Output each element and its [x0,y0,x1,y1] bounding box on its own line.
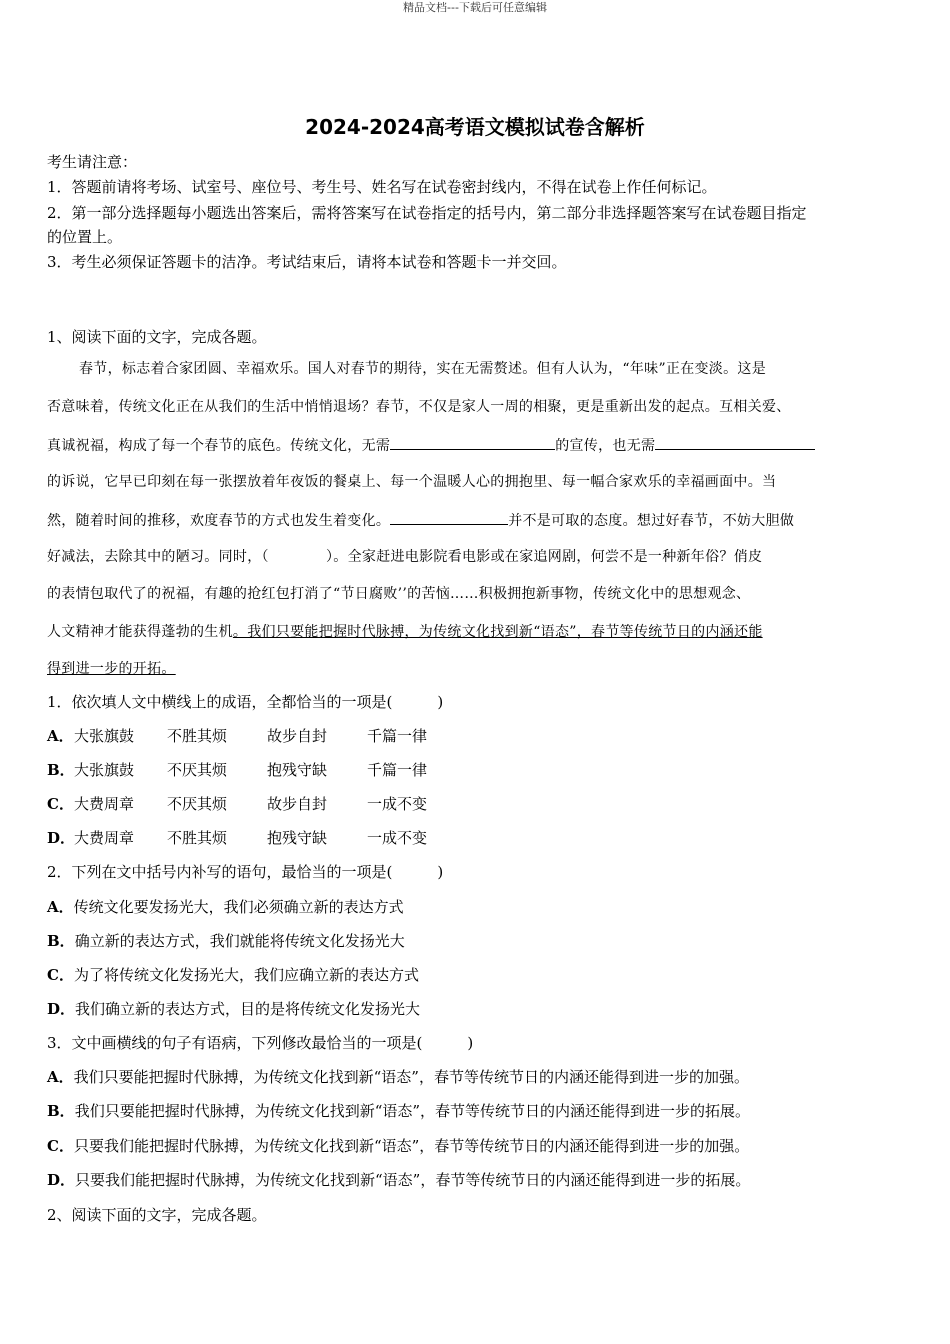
option-row [47,794,427,814]
option-key: C． [47,795,74,813]
option-key: D． [47,1171,76,1189]
option-row [47,999,420,1019]
option-text: 我们只要能把握时代脉搏，为传统文化找到新“语态”，春节等传统节日的内涵还能得到进一步的加强。 [73,1068,749,1086]
option-word: 大费周章 [74,829,135,847]
passage-text: 的宣传，也无需 [555,438,656,454]
option-row [47,1067,749,1087]
option-text: 只要我们能把握时代脉搏，为传统文化找到新“语态”，春节等传统节日的内涵还能得到进一步的拓展。 [75,1171,751,1189]
option-key: C． [47,1137,74,1155]
option-row [47,828,427,848]
passage-line [47,435,815,456]
option-row [47,931,405,951]
option-word: 一成不变 [367,795,428,813]
option-row [47,726,427,746]
answer-blank [655,435,815,450]
answer-blank [390,435,555,450]
option-key: A． [47,727,74,745]
option-word: 大张旗鼓 [74,761,135,779]
option-word: 不胜其烦 [167,829,228,847]
passage-line [47,622,763,642]
passage-line: 好减法，去除其中的陋习。同时，（ ）。全家赶进电影院看电影或在家追网剧，何尝不是一种新年俗？俏皮 [47,549,763,565]
option-key: B． [47,1102,75,1120]
notice-item: 2．第一部分选择题每小题选出答案后，需将答案写在试卷指定的括号内，第二部分非选择题答案写在试卷题目指定 [47,204,807,222]
option-row [47,1136,749,1156]
passage-line: 春节，标志着合家团圆、幸福欢乐。国人对春节的期待，实在无需赘述。但有人认为，“年味”正在变淡。这是 [79,361,767,377]
passage-text: 然，随着时间的推移，欢度春节的方式也发生着变化。 [47,513,391,529]
option-text: 我们只要能把握时代脉搏，为传统文化找到新“语态”，春节等传统节日的内涵还能得到进一步的拓展。 [74,1102,751,1120]
answer-blank [390,510,508,525]
notice-item: 1．答题前请将考场、试室号、座位号、考生号、姓名写在试卷密封线内，不得在试卷上作任何标记。 [47,178,717,196]
notice-heading: 考生请注意： [47,153,138,171]
passage-text: 人文精神才能获得蓬勃的生机 [47,624,233,640]
option-key: D． [47,1000,76,1018]
option-word: 抱残守缺 [267,829,328,847]
question-stem: 1．依次填人文中横线上的成语，全都恰当的一项是( ) [47,693,444,711]
option-text: 为了将传统文化发扬光大，我们应确立新的表达方式 [73,966,419,984]
option-word: 不胜其烦 [167,727,228,745]
option-row [47,965,419,985]
passage-line: 否意味着，传统文化正在从我们的生活中悄悄退场？春节，不仅是家人一周的相聚，更是重新出发的起点。互相关爱、 [47,399,791,415]
underlined-sentence: 。我们只要能把握时代脉搏，为传统文化找到新“语态”，春节等传统节日的内涵还能 [232,624,763,640]
option-text: 确立新的表达方式，我们就能将传统文化发扬光大 [74,932,405,950]
question-stem: 2．下列在文中括号内补写的语句，最恰当的一项是( ) [47,863,444,881]
section-heading: 1、阅读下面的文字，完成各题。 [47,328,267,346]
option-word: 故步自封 [267,727,328,745]
option-text: 我们确立新的表达方式，目的是将传统文化发扬光大 [75,1000,421,1018]
option-word: 故步自封 [267,795,328,813]
option-word: 大张旗鼓 [74,727,135,745]
option-text: 只要我们能把握时代脉搏，为传统文化找到新“语态”，春节等传统节日的内涵还能得到进一步的加强。 [73,1137,750,1155]
passage-text: 并不是可取的态度。想过好春节，不妨大胆做 [508,513,795,529]
notice-item: 3．考生必须保证答题卡的洁净。考试结束后，请将本试卷和答题卡一并交回。 [47,253,567,271]
passage-line: 的诉说，它早已印刻在每一张摆放着年夜饭的餐桌上、每一个温暖人心的拥抱里、每一幅合家欢乐的幸福画面中。当 [47,474,777,490]
page-title: 2024-2024高考语文模拟试卷含解析 [305,115,645,139]
option-word: 一成不变 [367,829,428,847]
page-header: 精品文档---下载后可任意编辑 [403,1,547,14]
option-row [47,1101,750,1121]
section-heading: 2、阅读下面的文字，完成各题。 [47,1206,267,1224]
option-row [47,897,404,917]
question-stem: 3．文中画横线的句子有语病，下列修改最恰当的一项是( ) [47,1034,474,1052]
option-key: A． [47,1068,74,1086]
option-key: B． [47,761,75,779]
option-key: A． [47,898,74,916]
option-word: 大费周章 [74,795,135,813]
notice-item: 的位置上。 [47,228,123,246]
option-word: 不厌其烦 [167,795,228,813]
option-row [47,1170,750,1190]
option-word: 不厌其烦 [167,761,228,779]
passage-text: 真诚祝福，构成了每一个春节的底色。传统文化，无需 [47,438,391,454]
option-word: 抱残守缺 [267,761,328,779]
option-text: 传统文化要发扬光大，我们必须确立新的表达方式 [73,898,404,916]
option-word: 千篇一律 [367,727,428,745]
option-key: D． [47,829,76,847]
passage-line: 的表情包取代了的祝福，有趣的抢红包打消了“节日腐败’’的苦恼……积极拥抱新事物，传统文化中的思想观念、 [47,586,751,602]
option-key: C． [47,966,74,984]
option-row [47,760,427,780]
option-word: 千篇一律 [367,761,428,779]
passage-line [47,510,794,531]
option-key: B． [47,932,75,950]
underlined-sentence: 得到进一步的开拓。 [47,661,176,677]
